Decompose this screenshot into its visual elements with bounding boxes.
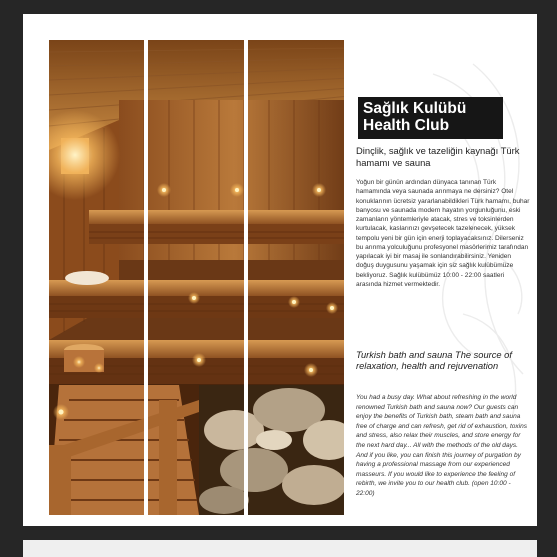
body-text-turkish: Yoğun bir günün ardından dünyaca tanınan Türk hamamında veya saunada arınmaya ne dersiniz? Otel konuklarının ücretsiz yararlanabildikleri Türk hamamı, buhar banyosu ve saunada modern hayatın yorgunluğunu, eski zamanların yöntemleriyle atacak, stres ve toksinlerden kurtulacak, kaslarınızı gevşetecek tazelenecek, yüksek tempolu yeni bir gün için enerji toplayacaksınız. Dilerseniz bu arınma yolculuğunu profesyonel masörlerimiz tarafından yapılacak iyi bir masaj ile sonlandırabilirsiniz. Yeniden doğuş duygusunu yaşamak için siz sağlık kulübümüze bekliyoruz. Sağlık kulübümüz 10:00 - 22:00 saatleri arasında hizmet vermektedir. [356, 179, 530, 288]
subtitle: Dinçlik, sağlık ve tazeliğin kaynağı Türk hamamı ve sauna [356, 145, 520, 168]
page-title [358, 97, 503, 139]
sauna-photo-left [49, 40, 144, 515]
english-heading: Turkish bath and sauna The source of relaxation, health and rejuvenation [356, 350, 512, 371]
body-text-english: You had a busy day. What about refreshing in the world renowned Turkish bath and sauna now? Our guests can enjoy the benefits of Turkish bath, steam bath and sauna free of charge and can refresh, get rid of exhaustion, toxins and stress, also relax their muscles, and store energy for the next hard day... All with the methods of the old days. And if you like, you can finish this journey of purgation by having a professional massage from our experienced masseurs. If you would like to experience the feeling of rebirth, we invite you to our health club. (open 10:00 - 22:00) [356, 394, 528, 497]
next-page-edge [23, 540, 537, 557]
title-line-turkish: Sağlık Kulübü [363, 100, 467, 117]
sauna-photo-middle [148, 40, 244, 515]
brochure-page [23, 14, 537, 526]
title-line-english: Health Club [363, 117, 450, 134]
sauna-photo-right [248, 40, 344, 515]
